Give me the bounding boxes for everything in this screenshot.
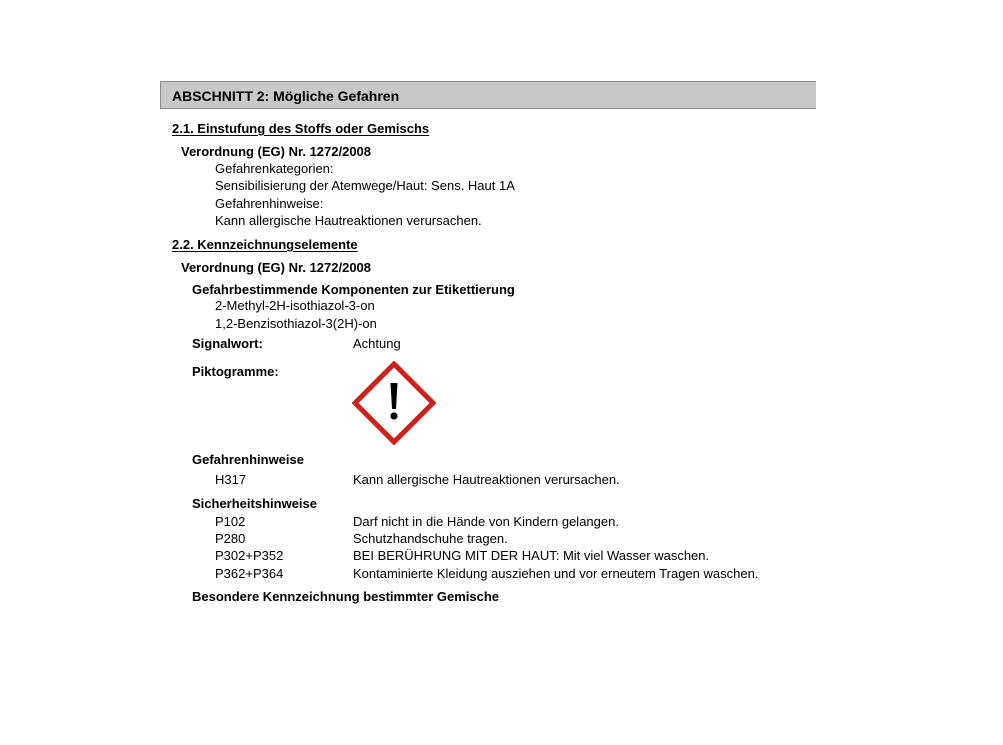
- precaution-code: P302+P352: [215, 548, 284, 563]
- component-item: 2-Methyl-2H-isothiazol-3-on: [215, 298, 375, 313]
- precaution-text: Schutzhandschuhe tragen.: [353, 531, 508, 546]
- heading-2-1: 2.1. Einstufung des Stoffs oder Gemischs: [172, 121, 430, 136]
- hazard-code: H317: [215, 472, 247, 487]
- special-labelling-heading: Besondere Kennzeichnung bestimmter Gemische: [192, 589, 500, 604]
- classification-line: Gefahrenhinweise:: [215, 196, 324, 211]
- precaution-text: Kontaminierte Kleidung ausziehen und vor erneutem Tragen waschen.: [353, 566, 759, 581]
- ghs07-exclamation-icon: [352, 361, 436, 445]
- classification-line: Gefahrenkategorien:: [215, 161, 334, 176]
- heading-2-2: 2.2. Kennzeichnungselemente: [172, 237, 358, 252]
- regulation-2-2: Verordnung (EG) Nr. 1272/2008: [181, 260, 372, 275]
- component-item: 1,2-Benzisothiazol-3(2H)-on: [215, 316, 377, 331]
- precaution-code: P362+P364: [215, 566, 284, 581]
- precaution-code: P280: [215, 531, 246, 546]
- hazard-heading: Gefahrenhinweise: [192, 452, 304, 467]
- components-heading: Gefahrbestimmende Komponenten zur Etikettierung: [192, 282, 515, 297]
- precaution-text: BEI BERÜHRUNG MIT DER HAUT: Mit viel Wasser waschen.: [353, 548, 710, 563]
- signal-word-value: Achtung: [353, 336, 401, 351]
- section-title: ABSCHNITT 2: Mögliche Gefahren: [172, 88, 400, 104]
- hazard-text: Kann allergische Hautreaktionen verursachen.: [353, 472, 620, 487]
- classification-line: Kann allergische Hautreaktionen verursachen.: [215, 213, 482, 228]
- precaution-text: Darf nicht in die Hände von Kindern gelangen.: [353, 514, 619, 529]
- section-header: [160, 81, 816, 109]
- signal-word-label: Signalwort:: [192, 336, 263, 351]
- pictogram-label: Piktogramme:: [192, 364, 279, 379]
- regulation-2-1: Verordnung (EG) Nr. 1272/2008: [181, 144, 372, 159]
- classification-line: Sensibilisierung der Atemwege/Haut: Sens. Haut 1A: [215, 178, 515, 193]
- precaution-heading: Sicherheitshinweise: [192, 496, 317, 511]
- precaution-code: P102: [215, 514, 246, 529]
